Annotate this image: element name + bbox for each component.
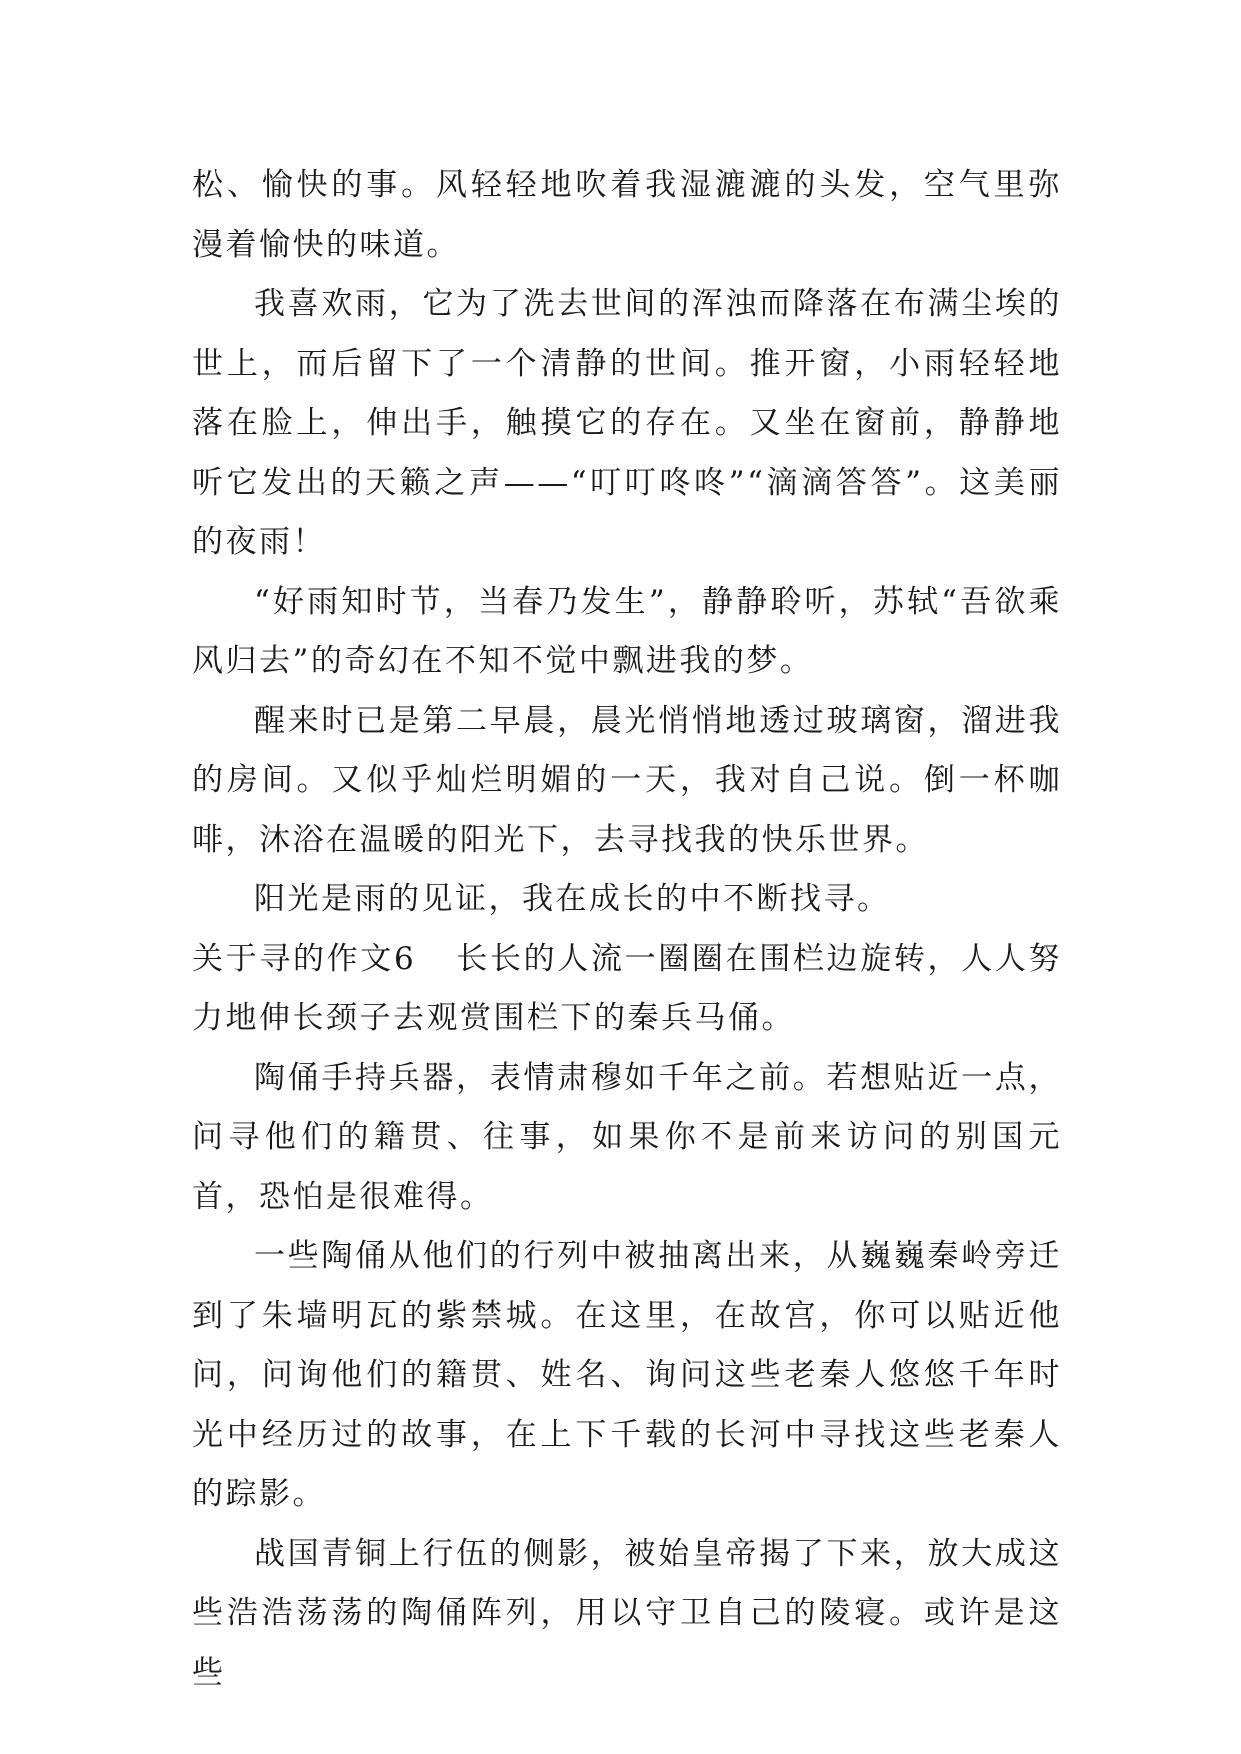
paragraph-1: 松、愉快的事。风轻轻地吹着我湿漉漉的头发，空气里弥漫着愉快的味道。 [192,167,1062,263]
section-first-text: 长长的人流一圈圈在围栏边旋转，人人努力地伸长颈子去观赏围栏下的秦兵马俑。 [192,940,1062,1036]
paragraph-6: 陶俑手持兵器，表情肃穆如千年之前。若想贴近一点，问寻他们的籍贯、往事，如果你不是前来访问的别国元首，恐怕是很难得。 [192,1059,1062,1215]
paragraph-2: 我喜欢雨，它为了洗去世间的浑浊而降落在布满尘埃的世上，而后留下了一个清静的世间。推开窗，小雨轻轻地落在脸上，伸出手，触摸它的存在。又坐在窗前，静静地听它发出的天籁之声——“叮叮咚咚”“滴滴答答”。这美丽的夜雨！ [192,286,1062,560]
section-title: 关于寻的作文6 [192,940,417,977]
paragraph-3: “好雨知时节，当春乃发生”，静静聆听，苏轼“吾欲乘风归去”的奇幻在不知不觉中飘进我的梦。 [192,583,1062,679]
document-body [192,156,1062,1703]
paragraph-8: 战国青铜上行伍的侧影，被始皇帝揭了下来，放大成这些浩浩荡荡的陶俑阵列，用以守卫自己的陵寝。或许是这些 [192,1535,1062,1691]
paragraph-5: 阳光是雨的见证，我在成长的中不断找寻。 [254,881,891,917]
paragraph-7: 一些陶俑从他们的行列中被抽离出来，从巍巍秦岭旁迁到了朱墙明瓦的紫禁城。在这里，在故宫，你可以贴近他问，问询他们的籍贯、姓名、询问这些老秦人悠悠千年时光中经历过的故事，在上下千载的长河中寻找这些老秦人的踪影。 [192,1238,1062,1512]
section-heading-paragraph [192,930,1062,1049]
paragraph-4: 醒来时已是第二早晨，晨光悄悄地透过玻璃窗，溜进我的房间。又似乎灿烂明媚的一天，我对自己说。倒一杯咖啡，沐浴在温暖的阳光下，去寻找我的快乐世界。 [192,702,1062,858]
